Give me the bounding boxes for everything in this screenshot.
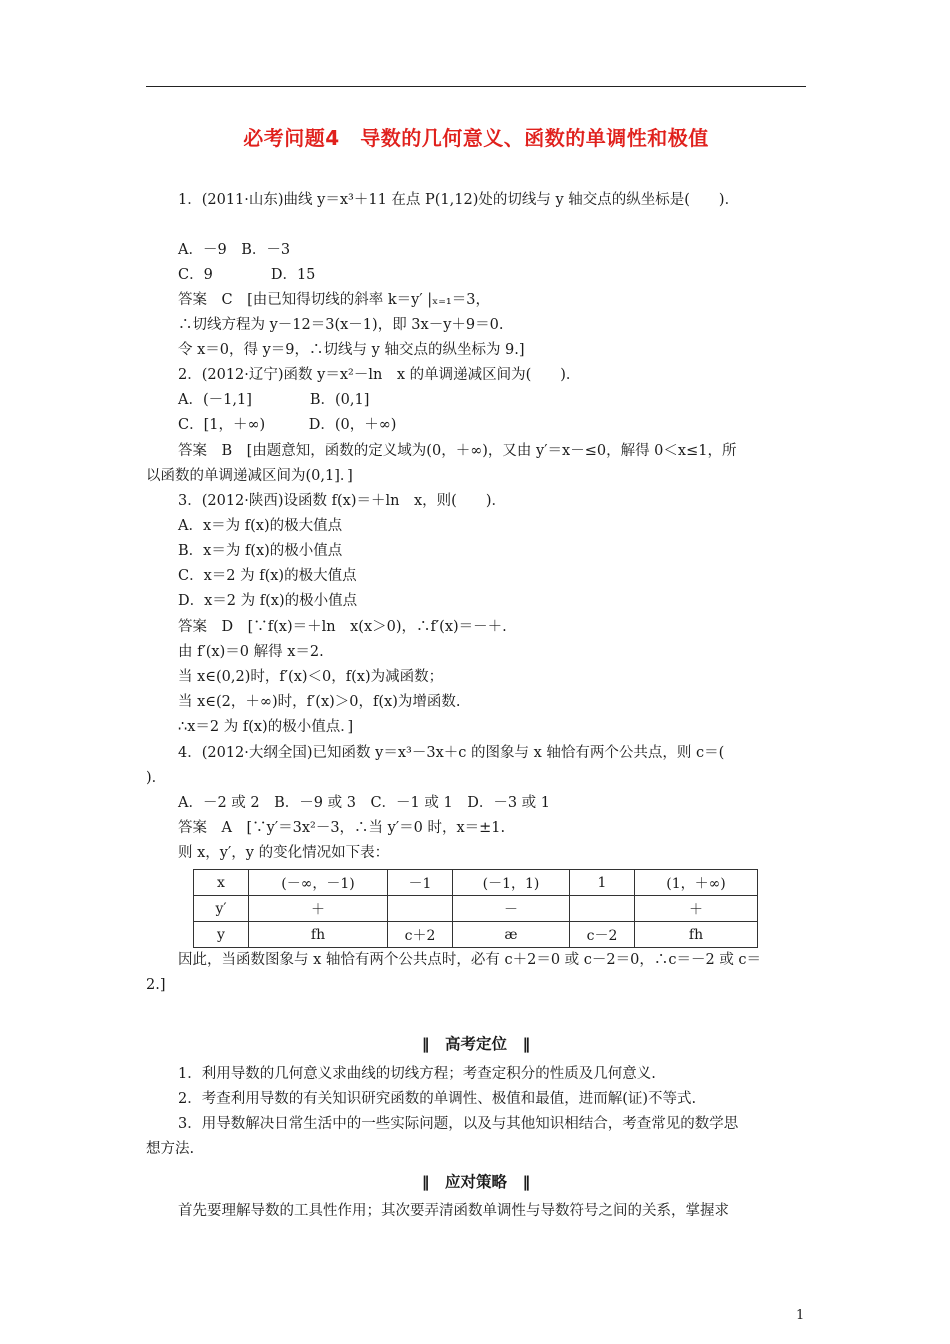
positioning-item-3: 3．用导数解决日常生活中的一些实际问题，以及与其他知识相结合，考查常见的数学思 <box>178 1116 739 1132</box>
section-heading-strategy: ‖ 应对策略 ‖ <box>421 1173 531 1191</box>
q1-answer-line1: 答案 C [由已知得切线的斜率 k＝y′ |ₓ₌₁＝3， <box>178 292 490 308</box>
positioning-item-2: 2．考查利用导数的有关知识研究函数的单调性、极值和最值，进而解(证)不等式. <box>178 1091 697 1107</box>
table-cell: － <box>453 896 570 922</box>
table-cell: (1，＋∞) <box>635 870 758 896</box>
table-cell: fh <box>635 922 758 948</box>
q1-stem: 1．(2011·山东)曲线 y＝x³＋11 在点 P(1,12)处的切线与 y 轴交点的纵坐标是( )． <box>178 192 740 208</box>
q4-answer-line1: 答案 A [∵y′＝3x²－3，∴当 y′＝0 时，x＝±1. <box>178 820 506 836</box>
q2-answer-line1: 答案 B [由题意知，函数的定义域为(0，＋∞)，又由 y′＝x－≤0，解得 0＜x≤1，所 <box>178 443 737 459</box>
table-cell <box>388 896 453 922</box>
table-cell: c－2 <box>570 922 635 948</box>
positioning-item-3-cont: 想方法. <box>146 1141 195 1157</box>
table-cell: fh <box>249 922 388 948</box>
q3-option-c: C．x＝2 为 f(x)的极大值点 <box>178 568 357 584</box>
table-cell: ＋ <box>635 896 758 922</box>
q3-stem: 3．(2012·陕西)设函数 f(x)＝＋ln x，则( )． <box>178 493 506 509</box>
table-cell: x <box>194 870 249 896</box>
q4-answer-line3: 因此，当函数图象与 x 轴恰有两个公共点时，必有 c＋2＝0 或 c－2＝0，∴c＝－2 或 c＝ <box>178 952 762 968</box>
q1-answer-line3: 令 x＝0，得 y＝9，∴切线与 y 轴交点的纵坐标为 9.] <box>178 342 525 358</box>
table-cell: y′ <box>194 896 249 922</box>
variation-table <box>193 869 758 948</box>
q1-options-cd: C．9 D．15 <box>178 267 316 283</box>
table-cell: y <box>194 922 249 948</box>
q4-stem-line2: )． <box>146 770 167 786</box>
q3-answer-line4: 当 x∈(2，＋∞)时，f′(x)＞0，f(x)为增函数. <box>178 694 461 710</box>
q4-options: A．－2 或 2 B．－9 或 3 C．－1 或 1 D．－3 或 1 <box>178 795 551 811</box>
strategy-paragraph: 首先要理解导数的工具性作用；其次要弄清函数单调性与导数符号之间的关系，掌握求 <box>178 1203 729 1219</box>
table-cell: ＋ <box>249 896 388 922</box>
section-heading-positioning: ‖ 高考定位 ‖ <box>421 1035 531 1053</box>
q3-answer-line1: 答案 D [∵f(x)＝＋ln x(x＞0)，∴f′(x)＝－＋. <box>178 619 507 635</box>
page-number: 1 <box>796 1308 805 1323</box>
q2-stem: 2．(2012·辽宁)函数 y＝x²－ln x 的单调递减区间为( )． <box>178 367 581 383</box>
q3-answer-line3: 当 x∈(0,2)时，f′(x)＜0，f(x)为减函数； <box>178 669 444 685</box>
q3-option-a: A．x＝为 f(x)的极大值点 <box>178 518 343 534</box>
table-row <box>194 870 758 896</box>
q1-options-ab: A．－9 B．－3 <box>178 242 291 258</box>
q4-stem-line1: 4．(2012·大纲全国)已知函数 y＝x³－3x＋c 的图象与 x 轴恰有两个公共点，则 c＝( <box>178 745 725 761</box>
table-cell: (－1，1) <box>453 870 570 896</box>
q3-answer-line2: 由 f′(x)＝0 解得 x＝2. <box>178 644 324 660</box>
header-rule <box>146 86 806 87</box>
q2-options-cd: C．[1，＋∞) D．(0，＋∞) <box>178 417 397 433</box>
table-cell <box>570 896 635 922</box>
table-cell: －1 <box>388 870 453 896</box>
q3-option-b: B．x＝为 f(x)的极小值点 <box>178 543 343 559</box>
q3-option-d: D．x＝2 为 f(x)的极小值点 <box>178 593 358 609</box>
table-row <box>194 896 758 922</box>
table-cell: c＋2 <box>388 922 453 948</box>
positioning-item-1: 1．利用导数的几何意义求曲线的切线方程；考查定积分的性质及几何意义. <box>178 1066 656 1082</box>
q2-options-ab: A．(－1,1] B．(0,1] <box>178 392 370 408</box>
page-title: 必考问题4 导数的几何意义、函数的单调性和极值 <box>243 126 709 150</box>
table-cell: 1 <box>570 870 635 896</box>
table-cell: æ <box>453 922 570 948</box>
q4-answer-line4: 2.] <box>146 977 166 993</box>
table-cell: (－∞，－1) <box>249 870 388 896</box>
q3-answer-line5: ∴x＝2 为 f(x)的极小值点．] <box>178 719 354 735</box>
table-row <box>194 922 758 948</box>
q2-answer-line2: 以函数的单调递减区间为(0,1]．] <box>146 468 353 484</box>
q1-answer-line2: ∴切线方程为 y－12＝3(x－1)，即 3x－y＋9＝0. <box>178 317 504 333</box>
q4-answer-line2: 则 x，y′，y 的变化情况如下表： <box>178 845 390 861</box>
